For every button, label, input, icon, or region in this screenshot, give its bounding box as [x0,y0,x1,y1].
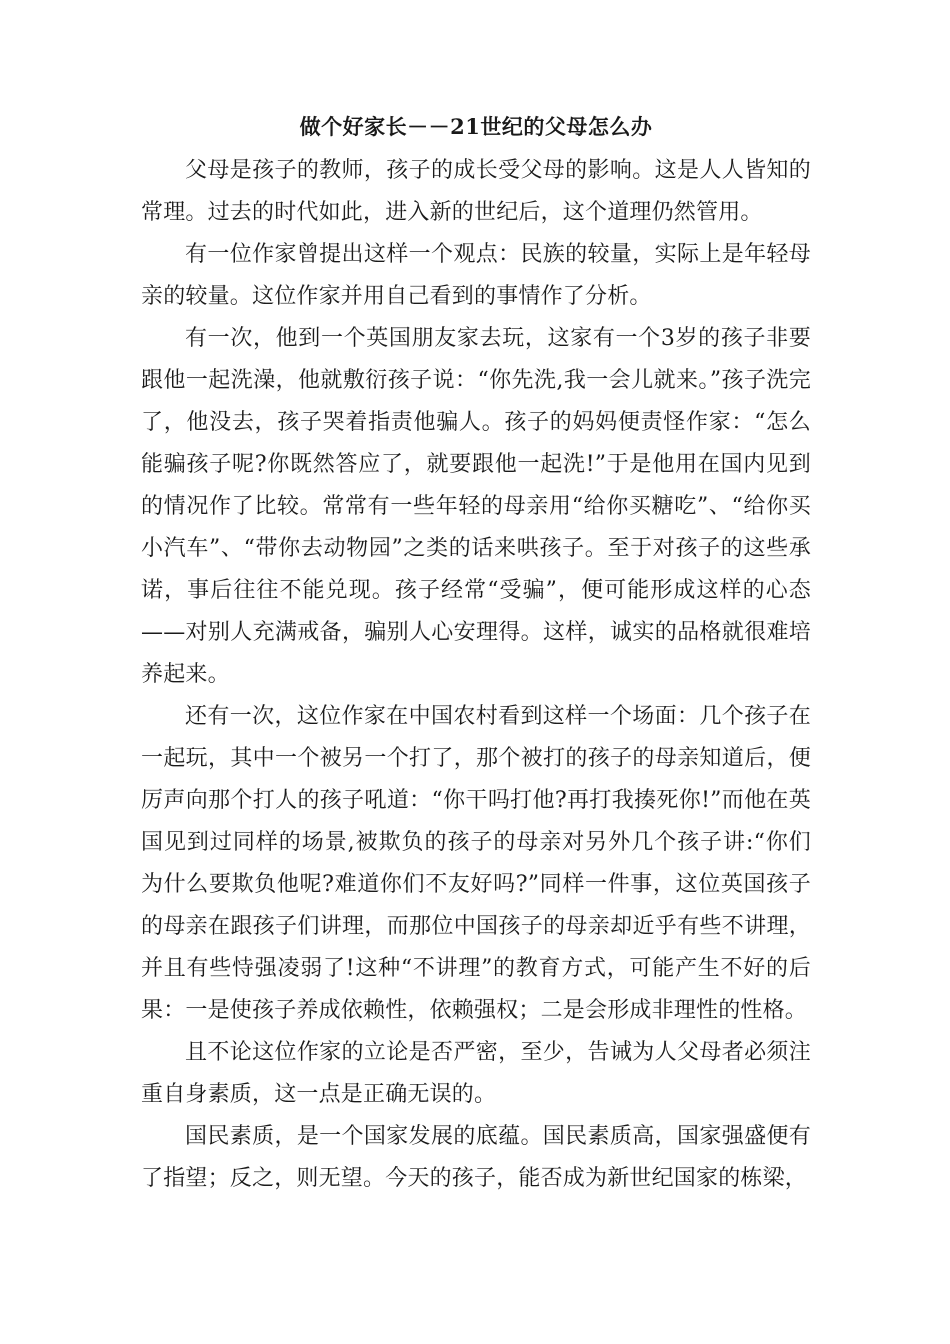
paragraph-4: 还有一次，这位作家在中国农村看到这样一个场面：几个孩子在一起玩，其中一个被另一个打了，那个被打的孩子的母亲知道后，便厉声向那个打人的孩子吼道：“你干吗打他?再打我揍死你!”而他在英国见到过同样的场景,被欺负的孩子的母亲对另外几个孩子讲:“你们为什么要欺负他呢?难道你们不友好吗?”同样一件事，这位英国孩子的母亲在跟孩子们讲理，而那位中国孩子的母亲却近乎有些不讲理，并且有些恃强凌弱了!这种“不讲理”的教育方式，可能产生不好的后果：一是使孩子养成依赖性，依赖强权；二是会形成非理性的性格。 [141,704,811,1023]
document-title: 做个好家长－－21世纪的父母怎么办 [299,114,653,139]
paragraph-5: 且不论这位作家的立论是否严密，至少，告诫为人父母者必须注重自身素质，这一点是正确无误的。 [141,1040,811,1107]
paragraph-2: 有一位作家曾提出这样一个观点：民族的较量，实际上是年轻母亲的较量。这位作家并用自己看到的事情作了分析。 [141,242,811,309]
paragraph-3: 有一次，他到一个英国朋友家去玩，这家有一个3岁的孩子非要跟他一起洗澡，他就敷衍孩子说：“你先洗,我一会儿就来。”孩子洗完了，他没去，孩子哭着指责他骗人。孩子的妈妈便责怪作家：“怎么能骗孩子呢?你既然答应了，就要跟他一起洗!”于是他用在国内见到的情况作了比较。常常有一些年轻的母亲用“给你买糖吃”、“给你买小汽车”、“带你去动物园”之类的话来哄孩子。至于对孩子的这些承诺，事后往往不能兑现。孩子经常“受骗”，便可能形成这样的心态——对别人充满戒备，骗别人心安理得。这样，诚实的品格就很难培养起来。 [141,326,811,687]
paragraph-6: 国民素质，是一个国家发展的底蕴。国民素质高，国家强盛便有了指望；反之，则无望。今天的孩子，能否成为新世纪国家的栋梁， [141,1124,811,1191]
paragraph-1: 父母是孩子的教师，孩子的成长受父母的影响。这是人人皆知的常理。过去的时代如此，进入新的世纪后，这个道理仍然管用。 [141,158,811,225]
document-page [141,112,811,1200]
